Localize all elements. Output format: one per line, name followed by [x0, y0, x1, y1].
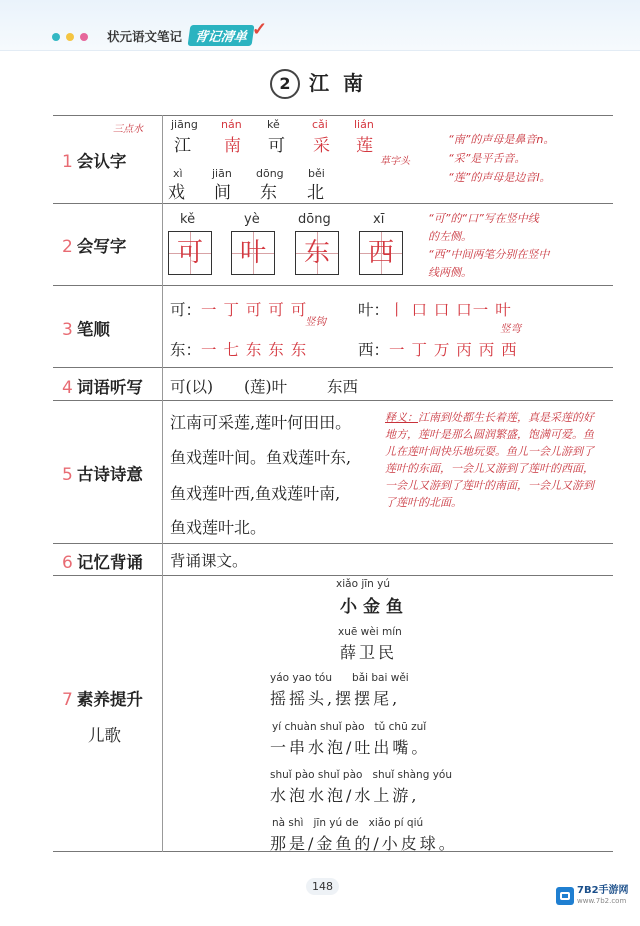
series-title: 状元语文笔记 [107, 29, 183, 44]
poem-line: 鱼戏莲叶北。 [170, 518, 267, 537]
rhyme-author: 薛卫民 [340, 643, 398, 662]
tianzige-box: 可 [168, 231, 212, 275]
watermark-text: 7B2手游网 www.7b2.com [577, 885, 629, 905]
poem-line: 江南可采莲,莲叶何田田。 [170, 413, 352, 432]
pinyin: běi [308, 167, 325, 180]
pinyin: xī [373, 212, 385, 227]
explanation-text: 江南到处都生长着莲，真是采莲的好地方，莲叶是那么圆润繁盛，饱满可爱。鱼儿在莲叶间快乐地玩耍。鱼儿一会儿游到了莲叶的东面，一会儿又游到了莲叶的西面，一会儿又游到了莲叶的南面，一会儿又游到了莲叶的北面。 [385, 411, 594, 509]
dictation-word: (莲)叶 [244, 378, 288, 396]
row-label-write: 2 会写字 [62, 237, 127, 257]
handwritten-note: “南”的声母是鼻音n。 [448, 133, 555, 146]
hanzi: 北 [307, 183, 324, 203]
row-label-dictation: 4 词语听写 [62, 378, 143, 398]
rhyme-line: 一串水泡/吐出嘴。 [270, 738, 431, 757]
pinyin: dōng [256, 167, 284, 180]
row-divider [53, 285, 613, 286]
rhyme-title-pinyin: xiǎo jīn yú [336, 578, 391, 590]
rhyme-line-pinyin: shuǐ pào shuǐ pào shuǐ shàng yóu [270, 769, 453, 781]
page-number: 148 [306, 878, 339, 895]
pinyin: kě [267, 118, 280, 131]
rhyme-author-pinyin: xuē wèi mín [338, 626, 402, 638]
hanzi: 莲 [356, 136, 373, 156]
tianzige-box: 西 [359, 231, 403, 275]
top-banner [0, 0, 640, 51]
stroke-order-ke: 可：一 丁 可 可 可 [170, 301, 308, 319]
stroke-order-ye: 叶：丨 口 口 口一 叶 [358, 301, 512, 319]
poem-line: 鱼戏莲叶间。鱼戏莲叶东, [170, 448, 352, 467]
lesson-title: 江南 [309, 71, 377, 95]
poem-explanation [385, 409, 595, 511]
stroke-order-xi: 西：一 丁 万 丙 丙 西 [358, 341, 518, 359]
poem-line: 鱼戏莲叶西,鱼戏莲叶南, [170, 484, 341, 503]
note-sandianshui: 三点水 [113, 124, 143, 135]
row-label-poem: 5 古诗诗意 [62, 465, 143, 485]
handwritten-note: “可”的“口”写在竖中线 [428, 212, 539, 225]
check-icon: ✓ [252, 19, 268, 40]
dot-pink [80, 33, 88, 41]
banner-dots [52, 33, 88, 41]
row-divider [53, 203, 613, 204]
rhyme-line: 摇摇头,摆摆尾, [270, 689, 401, 708]
rhyme-line: 水泡水泡/水上游, [270, 786, 420, 805]
pinyin: yè [244, 212, 260, 227]
note-caozitou: 草字头 [380, 156, 410, 167]
tianzige-box: 东 [295, 231, 339, 275]
dot-yellow [66, 33, 74, 41]
rhyme-line-pinyin: yí chuàn shuǐ pào tǔ chū zuǐ [272, 721, 427, 733]
note-shugou: 竖钩 [305, 316, 326, 328]
hanzi: 可 [268, 136, 285, 156]
checklist-tag: 背记清单 [188, 25, 255, 46]
handwritten-note: “采”是平舌音。 [448, 152, 526, 165]
rhyme-line-pinyin: nà shì jīn yú de xiǎo pí qiú [272, 817, 424, 829]
handwritten-note: “莲”的声母是边音l。 [448, 171, 551, 184]
handwritten-note: 线两侧。 [428, 266, 472, 279]
hanzi: 江 [174, 136, 191, 156]
lesson-number: 2 [270, 69, 300, 99]
row-divider [53, 400, 613, 401]
column-divider [162, 115, 163, 852]
row-divider [53, 575, 613, 576]
pinyin: xì [173, 167, 183, 180]
pinyin: jiān [212, 167, 232, 180]
recite-text: 背诵课文。 [170, 552, 248, 570]
pinyin: jiāng [171, 118, 198, 131]
row-divider [53, 367, 613, 368]
tianzige-box: 叶 [231, 231, 275, 275]
note-shuwan: 竖弯 [500, 323, 521, 335]
rhyme-title: 小金鱼 [340, 597, 409, 617]
table-border-top [53, 115, 613, 116]
row-sublabel-rhyme: 儿歌 [88, 726, 121, 745]
stroke-order-dong: 东：一 七 东 东 东 [170, 341, 308, 359]
row-label-recite: 6 记忆背诵 [62, 553, 143, 573]
handwritten-note: “西”中间两笔分别在竖中 [428, 248, 550, 261]
pinyin: lián [354, 118, 374, 131]
hanzi: 东 [260, 183, 277, 203]
row-label-stroke-order: 3 笔顺 [62, 320, 110, 340]
pinyin: cǎi [312, 118, 328, 131]
row-label-enrich: 7 素养提升 [62, 690, 143, 710]
explanation-label: 释义： [385, 411, 418, 424]
pinyin: dōng [298, 212, 331, 227]
rhyme-line: 那是/金鱼的/小皮球。 [270, 834, 458, 853]
pinyin: nán [221, 118, 242, 131]
dot-teal [52, 33, 60, 41]
watermark [556, 885, 629, 907]
row-divider [53, 543, 613, 544]
hanzi: 戏 [168, 183, 185, 203]
row-label-recognize: 1 会认字 [62, 152, 127, 172]
dictation-word: 可(以) [170, 378, 214, 396]
hanzi: 间 [214, 183, 231, 203]
pinyin: kě [180, 212, 196, 227]
rhyme-line-pinyin: yáo yao tóu bǎi bai wěi [270, 672, 409, 684]
handwritten-note: 的左侧。 [428, 230, 472, 243]
dictation-word: 东西 [327, 378, 359, 396]
hanzi: 南 [224, 136, 241, 156]
hanzi: 采 [313, 136, 330, 156]
watermark-logo-icon [556, 887, 574, 905]
